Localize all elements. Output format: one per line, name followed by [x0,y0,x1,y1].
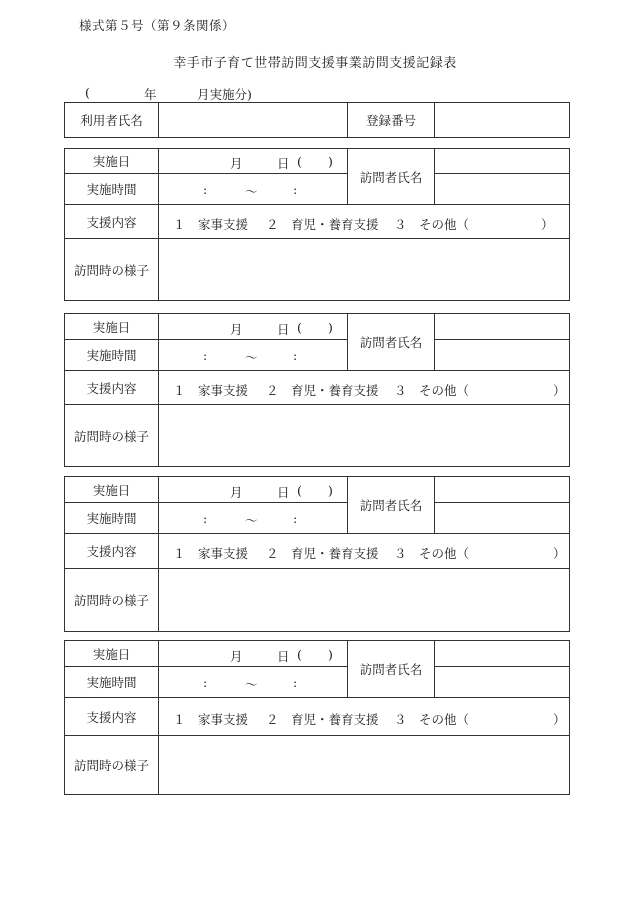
weekday-open-paren: ( [297,154,302,169]
support-option-housework[interactable]: １ 家事支援 [173,546,249,561]
visitor-name-field-1[interactable] [435,641,570,667]
document-title: 幸手市子育て世帯訪問支援事業訪問支援記録表 [173,56,457,71]
date-label: 実施日 [65,477,159,503]
start-time-colon: : [203,182,208,197]
visit-state-field[interactable] [159,405,570,467]
support-option-housework[interactable]: １ 家事支援 [173,383,249,398]
support-option-childcare[interactable]: ２ 育児・養育支援 [266,546,379,561]
time-field[interactable] [159,174,348,205]
visitor-name-label: 訪問者氏名 [348,149,435,205]
user-info-table [64,102,570,138]
visit-state-field[interactable] [159,239,570,301]
support-other-close-paren: ） [553,546,566,561]
month-label: 月 [230,485,243,500]
time-label: 実施時間 [65,503,159,534]
weekday-close-paren: ) [328,320,333,335]
visitor-name-field-2[interactable] [435,503,570,534]
time-label: 実施時間 [65,340,159,371]
visit-state-label: 訪問時の様子 [65,239,159,301]
day-label: 日 [277,485,290,500]
visitor-name-label: 訪問者氏名 [348,314,435,371]
visit-record-table-2 [64,313,570,467]
time-range-tilde: 〜 [245,513,258,528]
visitor-name-field-2[interactable] [435,340,570,371]
visit-state-field[interactable] [159,736,570,795]
weekday-open-paren: ( [297,483,302,498]
visitor-name-field-1[interactable] [435,477,570,503]
support-other-close-paren: ） [541,217,554,232]
period-open-paren: ( [85,85,90,100]
visit-record-table-1 [64,148,570,301]
day-label: 日 [277,322,290,337]
support-options[interactable] [159,371,570,405]
support-other-close-paren: ） [553,712,566,727]
support-options[interactable] [159,698,570,736]
support-content-label: 支援内容 [65,534,159,569]
period-line [85,85,285,101]
user-name-label: 利用者氏名 [65,103,159,138]
end-time-colon: : [293,675,298,690]
start-time-colon: : [203,348,208,363]
time-field[interactable] [159,340,348,371]
visitor-name-label: 訪問者氏名 [348,477,435,534]
date-field[interactable] [159,149,348,174]
visit-state-label: 訪問時の様子 [65,736,159,795]
date-field[interactable] [159,314,348,340]
month-label: 月 [230,649,243,664]
user-name-field[interactable] [159,103,348,138]
date-field[interactable] [159,641,348,667]
support-option-childcare[interactable]: ２ 育児・養育支援 [266,383,379,398]
visit-state-label: 訪問時の様子 [65,569,159,632]
weekday-open-paren: ( [297,320,302,335]
end-time-colon: : [293,348,298,363]
visitor-name-field-2[interactable] [435,174,570,205]
visitor-name-field-1[interactable] [435,314,570,340]
support-content-label: 支援内容 [65,205,159,239]
time-range-tilde: 〜 [245,677,258,692]
weekday-close-paren: ) [328,647,333,662]
time-field[interactable] [159,667,348,698]
support-option-childcare[interactable]: ２ 育児・養育支援 [266,712,379,727]
support-option-other[interactable]: ３ その他（ [394,383,470,398]
date-label: 実施日 [65,314,159,340]
time-range-tilde: 〜 [245,184,258,199]
period-year-label: 年 [144,87,157,102]
weekday-open-paren: ( [297,647,302,662]
visitor-name-label: 訪問者氏名 [348,641,435,698]
date-label: 実施日 [65,149,159,174]
support-options[interactable] [159,534,570,569]
support-option-other[interactable]: ３ その他（ [394,546,470,561]
month-label: 月 [230,322,243,337]
end-time-colon: : [293,511,298,526]
time-label: 実施時間 [65,667,159,698]
support-option-childcare[interactable]: ２ 育児・養育支援 [266,217,379,232]
time-field[interactable] [159,503,348,534]
period-month-label: 月実施分) [197,87,252,102]
start-time-colon: : [203,675,208,690]
weekday-close-paren: ) [328,483,333,498]
support-content-label: 支援内容 [65,698,159,736]
time-label: 実施時間 [65,174,159,205]
end-time-colon: : [293,182,298,197]
visit-record-table-3 [64,476,570,632]
visitor-name-field-1[interactable] [435,149,570,174]
form-number: 様式第５号（第９条関係） [79,18,236,33]
visit-state-label: 訪問時の様子 [65,405,159,467]
support-options[interactable] [159,205,570,239]
registration-number-label: 登録番号 [348,103,435,138]
day-label: 日 [277,156,290,171]
support-option-other[interactable]: ３ その他（ [394,712,470,727]
date-label: 実施日 [65,641,159,667]
support-content-label: 支援内容 [65,371,159,405]
weekday-close-paren: ) [328,154,333,169]
support-option-other[interactable]: ３ その他（ [394,217,470,232]
month-label: 月 [230,156,243,171]
visitor-name-field-2[interactable] [435,667,570,698]
support-option-housework[interactable]: １ 家事支援 [173,217,249,232]
visit-record-table-4 [64,640,570,795]
start-time-colon: : [203,511,208,526]
support-option-housework[interactable]: １ 家事支援 [173,712,249,727]
registration-number-field[interactable] [435,103,570,138]
support-other-close-paren: ） [553,383,566,398]
visit-state-field[interactable] [159,569,570,632]
date-field[interactable] [159,477,348,503]
time-range-tilde: 〜 [245,350,258,365]
day-label: 日 [277,649,290,664]
